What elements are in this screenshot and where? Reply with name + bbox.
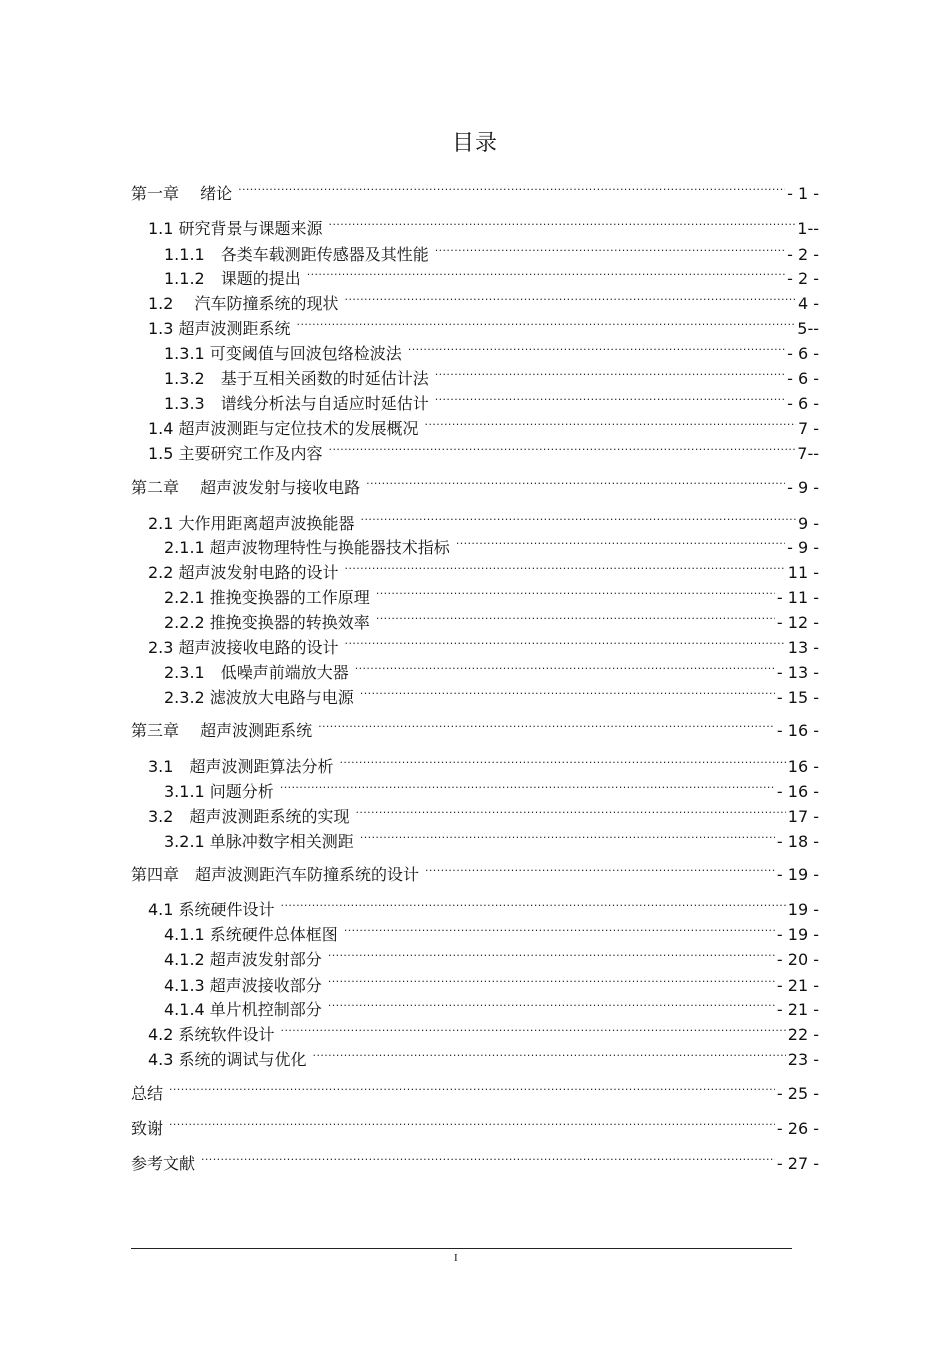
toc-entry-page: - 21 - — [776, 976, 819, 995]
toc-entry-page: 7-- — [797, 444, 819, 463]
toc-entry-page: - 11 - — [776, 588, 819, 607]
toc-entry-label: 2.1 大作用距离超声波换能器 — [148, 514, 355, 533]
toc-entry-acknowledgements[interactable] — [131, 1114, 819, 1139]
toc-entry-label: 3.2.1 单脉冲数字相关测距 — [164, 832, 354, 851]
toc-entry-label: 1.1 研究背景与课题来源 — [148, 219, 323, 238]
dot-leader — [425, 414, 796, 434]
toc-entry-page: - 9 - — [787, 478, 819, 497]
toc-entry-page: - 25 - — [776, 1084, 819, 1103]
toc-entry-label: 1.4 超声波测距与定位技术的发展概况 — [148, 419, 419, 438]
toc-entry-label: 2.3.2 滤波放大电路与电源 — [164, 688, 354, 707]
toc-entry-page: - 27 - — [776, 1154, 819, 1173]
toc-entry-label: 1.1.2 课题的提出 — [164, 269, 301, 288]
toc-entry-2-2-2[interactable] — [164, 608, 819, 633]
toc-entry-label: 致谢 — [131, 1119, 164, 1138]
toc-entry-4-1-1[interactable] — [164, 920, 819, 945]
toc-entry-3-2[interactable] — [148, 802, 819, 827]
toc-entry-4-1-2[interactable] — [164, 945, 819, 970]
dot-leader — [329, 439, 796, 459]
toc-entry-label: 第二章 超声波发射与接收电路 — [131, 478, 361, 497]
toc-entry-4-2[interactable] — [148, 1020, 819, 1045]
toc-entry-page: 13 - — [787, 638, 819, 657]
toc-entry-page: - 1 - — [787, 184, 819, 203]
toc-entry-page: 1-- — [797, 219, 819, 238]
toc-entry-label: 第一章 绪论 — [131, 184, 233, 203]
dot-leader — [281, 895, 786, 915]
toc-entry-page: - 6 - — [787, 394, 819, 413]
toc-entry-page: 11 - — [787, 563, 819, 582]
toc-entry-2-3-1[interactable] — [164, 658, 819, 683]
dot-leader — [435, 364, 785, 384]
toc-entry-2-3[interactable] — [148, 633, 819, 658]
dot-leader — [360, 683, 775, 703]
toc-entry-label: 1.3.2 基于互相关函数的时延估计法 — [164, 369, 429, 388]
toc-entry-1-5[interactable] — [148, 439, 819, 464]
toc-entry-page: 23 - — [787, 1050, 819, 1069]
toc-entry-page: - 2 - — [787, 269, 819, 288]
toc-entry-1-3-2[interactable] — [164, 364, 819, 389]
toc-entry-1-3[interactable] — [148, 314, 819, 339]
toc-entry-label: 4.1.3 超声波接收部分 — [164, 976, 322, 995]
toc-entry-page: 9 - — [797, 514, 819, 533]
dot-leader — [328, 971, 775, 991]
dot-leader — [328, 945, 775, 965]
toc-entry-4-1[interactable] — [148, 895, 819, 920]
toc-entry-page: 4 - — [797, 294, 819, 313]
toc-entry-page: - 13 - — [776, 663, 819, 682]
toc-entry-label: 第三章 超声波测距系统 — [131, 721, 313, 740]
toc-entry-3-2-1[interactable] — [164, 827, 819, 852]
footer-page-number: I — [454, 1252, 458, 1264]
toc-entry-page: - 18 - — [776, 832, 819, 851]
toc-entry-1-3-1[interactable] — [164, 339, 819, 364]
toc-entry-1-3-3[interactable] — [164, 389, 819, 414]
dot-leader — [313, 1045, 786, 1065]
toc-entry-2-1[interactable] — [148, 509, 819, 534]
dot-leader — [307, 264, 785, 284]
toc-entry-chapter-1[interactable] — [131, 179, 819, 204]
toc-entry-label: 第四章 超声波测距汽车防撞系统的设计 — [131, 865, 420, 884]
toc-entry-label: 2.3 超声波接收电路的设计 — [148, 638, 339, 657]
dot-leader — [435, 389, 785, 409]
toc-entry-page: - 15 - — [776, 688, 819, 707]
toc-entry-label: 4.1 系统硬件设计 — [148, 900, 275, 919]
toc-entry-label: 1.3.1 可变阈值与回波包络检波法 — [164, 344, 402, 363]
toc-entry-1-1-1[interactable] — [164, 240, 819, 265]
toc-entry-page: - 20 - — [776, 950, 819, 969]
dot-leader — [376, 583, 775, 603]
toc-entry-1-1-2[interactable] — [164, 264, 819, 289]
toc-entry-label: 4.1.1 系统硬件总体框图 — [164, 925, 338, 944]
toc-entry-page: - 26 - — [776, 1119, 819, 1138]
toc-entry-label: 1.3 超声波测距系统 — [148, 319, 291, 338]
toc-entry-page: - 19 - — [776, 925, 819, 944]
dot-leader — [169, 1079, 775, 1099]
toc-entry-label: 4.1.2 超声波发射部分 — [164, 950, 322, 969]
dot-leader — [238, 179, 785, 199]
toc-entry-page: 5-- — [797, 319, 819, 338]
toc-entry-page: - 6 - — [787, 344, 819, 363]
toc-entry-page: 17 - — [787, 807, 819, 826]
toc-entry-1-4[interactable] — [148, 414, 819, 439]
toc-entry-3-1-1[interactable] — [164, 777, 819, 802]
dot-leader — [355, 658, 775, 678]
toc-entry-chapter-3[interactable] — [131, 716, 819, 741]
dot-leader — [345, 633, 786, 653]
toc-entry-label: 1.2 汽车防撞系统的现状 — [148, 294, 339, 313]
toc-entry-label: 参考文献 — [131, 1154, 196, 1173]
toc-entry-page: 22 - — [787, 1025, 819, 1044]
toc-entry-1-2[interactable] — [148, 289, 819, 314]
footer-divider — [131, 1248, 792, 1249]
toc-entry-label: 3.2 超声波测距系统的实现 — [148, 807, 350, 826]
toc-entry-2-2-1[interactable] — [164, 583, 819, 608]
dot-leader — [345, 289, 796, 309]
toc-entry-chapter-2[interactable] — [131, 473, 819, 498]
toc-entry-label: 4.2 系统软件设计 — [148, 1025, 275, 1044]
toc-entry-4-1-4[interactable] — [164, 995, 819, 1020]
toc-entry-chapter-4[interactable] — [131, 860, 819, 885]
toc-entry-label: 2.1.1 超声波物理特性与换能器技术指标 — [164, 538, 450, 557]
toc-entry-4-3[interactable] — [148, 1045, 819, 1070]
toc-entry-label: 3.1.1 问题分析 — [164, 782, 274, 801]
toc-entry-label: 3.1 超声波测距算法分析 — [148, 757, 334, 776]
toc-entry-label: 4.1.4 单片机控制部分 — [164, 1000, 322, 1019]
toc-entry-label: 2.2.2 推挽变换器的转换效率 — [164, 613, 370, 632]
toc-entry-page: - 21 - — [776, 1000, 819, 1019]
toc-entry-label: 总结 — [131, 1084, 164, 1103]
toc-entry-summary[interactable] — [131, 1079, 819, 1104]
toc-entry-page: - 2 - — [787, 245, 819, 264]
dot-leader — [281, 1020, 786, 1040]
toc-entry-page: - 16 - — [776, 721, 819, 740]
toc-entry-label: 1.3.3 谱线分析法与自适应时延估计 — [164, 394, 429, 413]
toc-entry-label: 2.2 超声波发射电路的设计 — [148, 563, 339, 582]
dot-leader — [425, 860, 775, 880]
toc-entry-page: 7 - — [797, 419, 819, 438]
dot-leader — [456, 533, 785, 553]
toc-entry-label: 4.3 系统的调试与优化 — [148, 1050, 307, 1069]
dot-leader — [408, 339, 785, 359]
dot-leader — [329, 214, 796, 234]
toc-entry-references[interactable] — [131, 1149, 819, 1174]
toc-entry-page: - 12 - — [776, 613, 819, 632]
toc-entry-page: - 16 - — [776, 782, 819, 801]
toc-entry-page: - 6 - — [787, 369, 819, 388]
toc-entry-3-1[interactable] — [148, 752, 819, 777]
page-title: 目录 — [451, 131, 498, 156]
dot-leader — [355, 802, 785, 822]
toc-entry-label: 1.5 主要研究工作及内容 — [148, 444, 323, 463]
dot-leader — [280, 777, 775, 797]
toc-entry-label: 1.1.1 各类车载测距传感器及其性能 — [164, 245, 429, 264]
dot-leader — [360, 827, 775, 847]
dot-leader — [376, 608, 775, 628]
dot-leader — [328, 995, 775, 1015]
dot-leader — [169, 1114, 775, 1134]
toc-entry-label: 2.2.1 推挽变换器的工作原理 — [164, 588, 370, 607]
toc-entry-page: - 19 - — [776, 865, 819, 884]
dot-leader — [318, 716, 775, 736]
dot-leader — [201, 1149, 775, 1169]
dot-leader — [297, 314, 796, 334]
toc-entry-4-1-3[interactable] — [164, 971, 819, 996]
toc-entry-page: 16 - — [787, 757, 819, 776]
dot-leader — [361, 509, 796, 529]
dot-leader — [344, 920, 775, 940]
toc-entry-page: 19 - — [787, 900, 819, 919]
dot-leader — [366, 473, 785, 493]
toc-entry-page: - 9 - — [787, 538, 819, 557]
dot-leader — [339, 752, 785, 772]
toc-entry-2-1-1[interactable] — [164, 533, 819, 558]
toc-entry-2-2[interactable] — [148, 558, 819, 583]
toc-entry-1-1[interactable] — [148, 214, 819, 239]
dot-leader — [435, 240, 785, 260]
dot-leader — [345, 558, 786, 578]
toc-entry-2-3-2[interactable] — [164, 683, 819, 708]
toc-entry-label: 2.3.1 低噪声前端放大器 — [164, 663, 349, 682]
